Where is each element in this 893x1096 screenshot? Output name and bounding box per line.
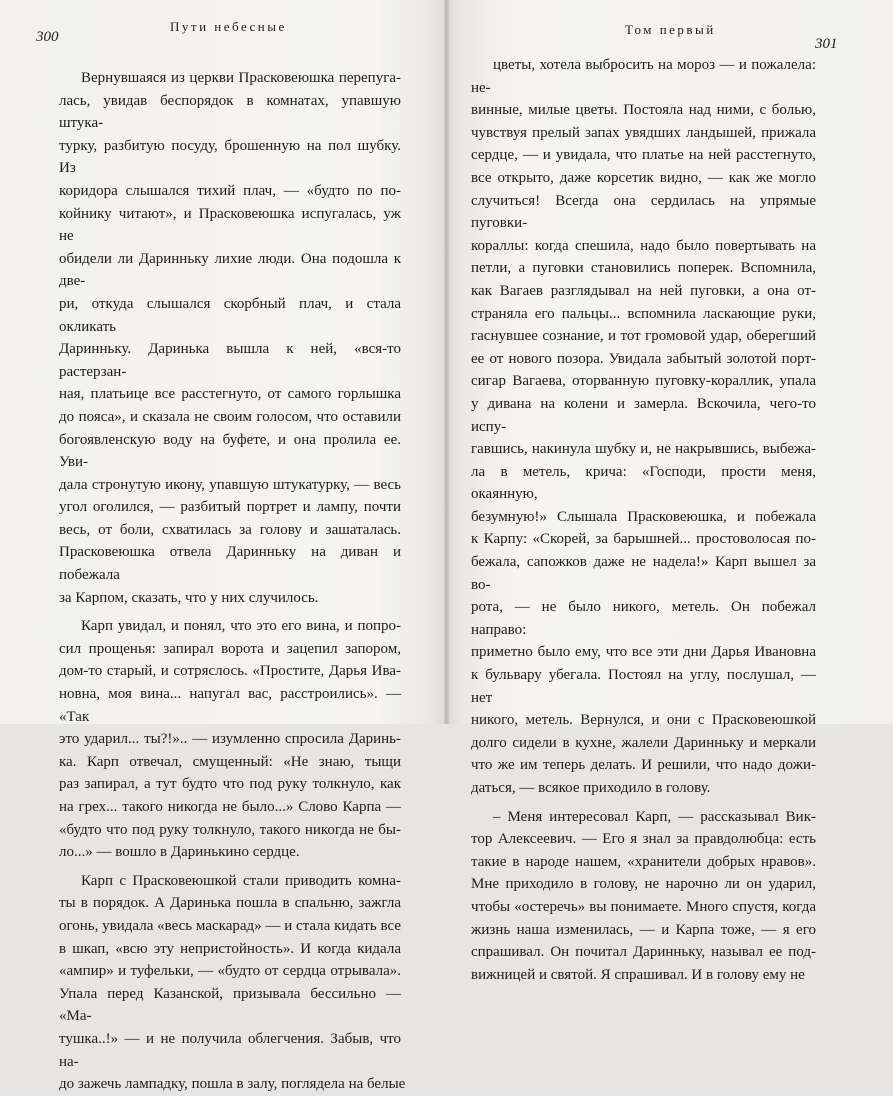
text-line: ная, платьице все расстегнуто, от самого горлышка [59, 386, 401, 403]
text-line: угол оголился, — разбитый портрет и лампу, почти [59, 499, 401, 516]
text-line: цветы, хотела выбросить на мороз — и пожалела: не- [471, 57, 816, 96]
text-line: сил прощенья: запирал ворота и зацепил запором, [59, 640, 401, 657]
right-page [449, 0, 893, 983]
paragraph [471, 806, 816, 987]
text-line: ты в порядок. А Даринька пошла в спальню, зажгла [59, 895, 401, 912]
text-line: что же им теперь делать. И решили, что надо дожи- [471, 757, 816, 774]
text-line: на грех... такого никогда не было...» Слово Карпа — [59, 799, 401, 815]
text-line: ло...» — вошло в Даринькино сердце. [59, 844, 300, 861]
text-line: Карп с Прасковеюшкой стали приводить комна- [81, 872, 401, 889]
text-line: до зажечь лампадку, пошла в залу, поглядела на белые [59, 1076, 406, 1093]
text-line: обидели ли Даринньку лихие люди. Она подошла к две- [59, 250, 401, 290]
text-line: богоявленскую воду на буфете, и она пролила ее. Уви- [59, 431, 401, 471]
running-head: Пути небесные [170, 19, 287, 34]
text-line: коридора слышался тихий плач, — «будто по по- [59, 182, 401, 199]
text-line: никого, метель. Вернулся, и они с Прасковеюшкой [471, 712, 816, 729]
body-text [471, 54, 816, 986]
text-line: петли, а пуговки становились поперек. Вспомнила, [471, 260, 816, 277]
paragraph [471, 54, 816, 800]
text-line: ее от нового позора. Увидала забытый золотой порт- [471, 350, 816, 367]
text-line: у дивана на колени и замерла. Вскочила, чего-то испу- [471, 395, 816, 435]
text-line: койнику читают», и Прасковеюшка испугалась, уж не [59, 205, 401, 245]
text-line: гавшись, накинула шубку и, не накрывшись, выбежа- [471, 441, 816, 458]
body-text [59, 67, 406, 1096]
text-line: чтобы «остеречь» вы понимаете. Много спустя, когда [471, 898, 816, 915]
text-line: Мне приходило в голову, не нарочно ли он ударил, [471, 876, 816, 893]
text-line: до пояса», и сказала не своим голосом, что оставили [59, 408, 401, 425]
text-line: лась, увидав беспорядок в комнатах, упавшую штука- [59, 92, 401, 132]
paragraph [59, 615, 401, 864]
text-line: новна, моя вина... напугал вас, расстроились». — «Так [59, 686, 401, 725]
paragraph [59, 67, 401, 609]
text-line: чувствуя прелый запах увядших ландышей, прижала [471, 124, 816, 141]
paragraph [59, 870, 406, 1096]
text-line: в шкап, «всю эту непристойность». И когда кидала [59, 940, 401, 957]
text-line: ла в метель, крича: «Господи, прости меня, окаянную, [471, 463, 816, 503]
text-line: как Вагаев разглядывал на ней пуговки, а она от- [471, 282, 816, 299]
text-line: винные, милые цветы. Постояла над ними, с болью, [471, 102, 816, 119]
text-line: – Меня интересовал Карп, — рассказывал Вик- [493, 808, 816, 825]
text-line: бежала, сапожков даже не надела!» Карп вышел за во- [471, 554, 816, 593]
text-line: случиться! Всегда она сердилась на упрямые пуговки- [471, 192, 816, 232]
text-line: безумную!» Слышала Прасковеюшка, и побежала [471, 508, 816, 525]
page-number: 301 [815, 36, 838, 52]
text-line: раз запирал, а тут будто что под руку толкнуло, как [59, 776, 401, 793]
text-line: жизнь наша изменилась, — и Карпа тоже, — я его [471, 921, 816, 938]
text-line: Карп увидал, и понял, что это его вина, и попро- [81, 618, 401, 635]
text-line: рота, — не было никого, метель. Он побежал направо: [471, 599, 816, 638]
text-line: тушка..!» — и не получила облегчения. Забыв, что на- [59, 1030, 401, 1070]
text-line: гаснувшее сознание, и тот громовой удар, оберегший [471, 328, 816, 345]
text-line: вижницей и святой. Я спрашивал. И в голову ему не [471, 966, 805, 983]
text-line: Даринньку. Даринька вышла к ней, «вся-то растерзан- [59, 341, 401, 380]
text-line: спрашивал. Он почитал Даринньку, называл ее под- [471, 944, 816, 961]
text-line: за Карпом, сказать, что у них случилось. [59, 589, 319, 606]
text-line: сигар Вагаева, оторванную пуговку-кораллик, упала [471, 373, 816, 390]
text-line: приметно было ему, что все эти дни Дарья Ивановна [471, 644, 816, 661]
text-line: даться, — всякое приходило в голову. [471, 780, 711, 796]
running-head: Том первый [625, 22, 716, 37]
text-line: это ударил... ты?!».. — изумленно спросила Даринь- [59, 731, 401, 748]
text-line: Упала перед Казанской, призывала бессильно — «Ма- [59, 985, 401, 1025]
text-line: к Карпу: «Скорей, за барышней... простоволосая по- [471, 531, 816, 548]
text-line: дала стронутую икону, упавшую штукатурку, — весь [59, 476, 401, 493]
text-line: ри, откуда слышался скорбный плач, и стала окликать [59, 295, 401, 335]
left-page [0, 0, 444, 1093]
text-line: ка. Карп отвечал, смущенный: «Не знаю, тыщи [59, 753, 401, 770]
text-line: долго сидели в кухне, жалели Даринньку и меркали [471, 734, 816, 751]
text-line: к бульвару убегала. Постоял на углу, послушал, — нет [471, 667, 816, 706]
text-line: сердце, — и увидала, что платье на ней расстегнуто, [471, 147, 816, 164]
text-line: весь, от боли, схватилась за голову и зашаталась. [59, 521, 401, 538]
text-line: такие в народе нашем, «хранители добрых нравов». [471, 853, 816, 870]
text-line: «ампир» и туфельки, — «будто от сердца отрывала». [59, 963, 401, 980]
text-line: страняла его пальцы... вспомнила ласкающие руки, [471, 305, 816, 322]
text-line: тор Алексеевич. — Его я знал за правдолюбца: есть [471, 831, 816, 848]
text-line: «будто что под руку толкнуло, такого никогда не бы- [59, 821, 401, 838]
text-line: дом-то старый, и сотряслось. «Простите, Дарья Ива- [59, 663, 401, 680]
text-line: Прасковеюшка отвела Даринньку на диван и побежала [59, 544, 401, 584]
text-line: турку, разбитую посуду, брошенную на пол шубку. Из [59, 137, 401, 177]
text-line: кораллы: когда спешила, надо было повертывать на [471, 237, 816, 254]
text-line: огонь, увидала «весь маскарад» — и стала кидать все [59, 917, 401, 934]
text-line: все открыто, даже корсетик видно, — как же могло [471, 169, 816, 186]
text-line: Вернувшаяся из церкви Прасковеюшка перепуга- [81, 70, 401, 86]
page-number: 300 [36, 29, 59, 45]
